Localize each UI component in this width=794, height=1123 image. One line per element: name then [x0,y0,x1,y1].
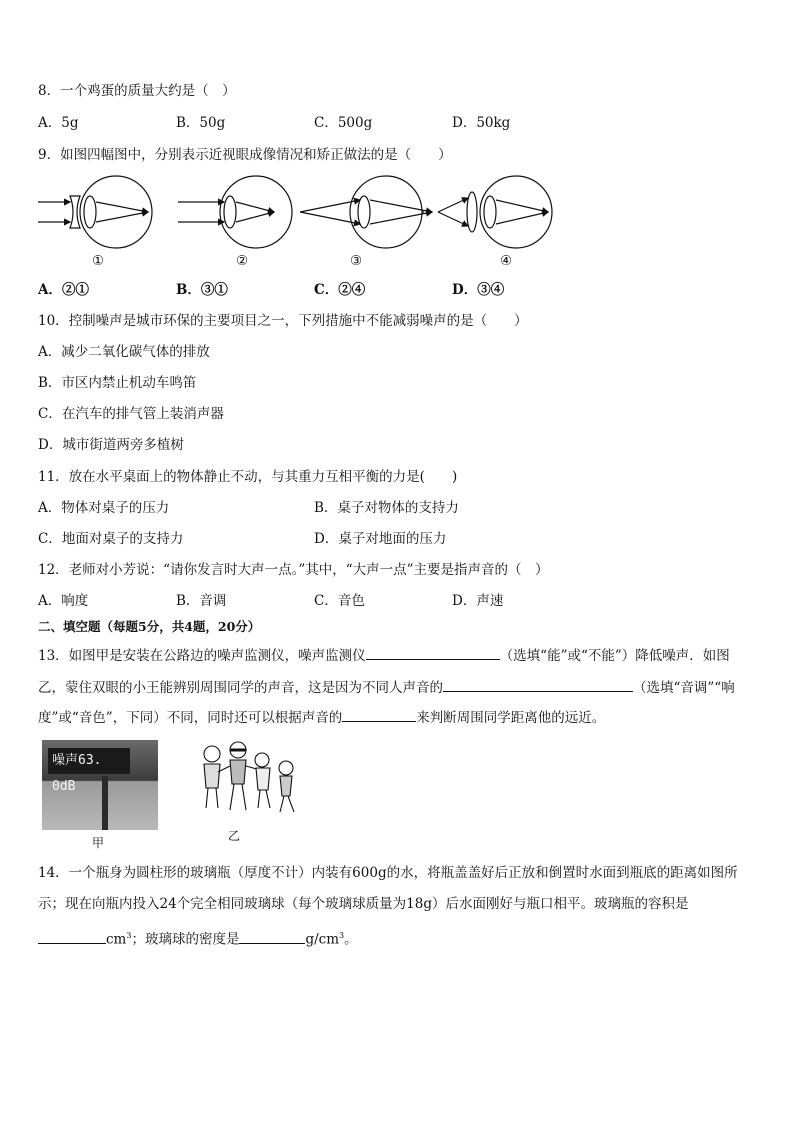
q14-mid: ；玻璃球的密度是 [131,931,240,948]
q8-stem: 8．一个鸡蛋的质量大约是（ ） [38,83,236,99]
q9-fig-label-3: ③ [350,253,363,269]
q9-fig-label-4: ④ [500,253,513,269]
q14-unit1: cm [106,931,127,948]
q9-stem: 9．如图四幅图中，分别表示近视眼成像情况和矫正做法的是（ ） [38,147,452,163]
q13-blank-2[interactable] [443,677,633,692]
q10-option-d: D．城市街道两旁多植树 [38,437,184,453]
q11-option-c: C．地面对桌子的支持力 [38,531,184,547]
q9-option-a: A．②① [38,282,89,298]
q8-option-a: A．5g [38,115,79,131]
q11-option-d: D．桌子对地面的压力 [314,531,447,547]
q13-line2-text: 乙，蒙住双眼的小王能辨别周围同学的声音，这是因为不同人声音的 [38,680,443,696]
q13-line3-text: 度”或“音色”，下同）不同，同时还可以根据声音的 [38,710,343,726]
q14-unit2-sup: 3 [339,931,345,940]
q10-stem: 10．控制噪声是城市环保的主要项目之一，下列措施中不能减弱噪声的是（ ） [38,313,528,329]
q13-blank-3[interactable] [342,707,416,722]
q12-option-a: A．响度 [38,593,89,609]
eye-diagram-3 [300,176,434,248]
q12-option-c: C．音色 [314,593,365,609]
q13-blank-1[interactable] [366,645,500,660]
q8-option-c: C．500g [314,115,373,131]
sign-pole [102,776,108,830]
q9-option-b: B．③① [176,282,228,298]
eye-diagrams-figure [34,172,574,272]
q13-line1-text: 13．如图甲是安装在公路边的噪声监测仪，噪声监测仪 [38,648,366,664]
blindfold-game-illustration [190,738,300,822]
q10-option-a: A．减少二氧化碳气体的排放 [38,344,210,360]
q9-option-d: D．③④ [452,282,505,298]
figure-caption-b: 乙 [228,829,241,843]
q12-stem: 12．老师对小芳说：“请你发言时大声一点。”其中，“大声一点”主要是指声音的（ ） [38,562,549,578]
noise-monitor-photo [42,740,158,830]
eye-diagram-1 [38,176,152,248]
noise-display-sign: 噪声63. 0dB [48,748,130,774]
q14-line1: 14．一个瓶身为圆柱形的玻璃瓶（厚度不计）内装有600g的水，将瓶盖盖好后正放和倒置时水面到瓶底的距离如图所 [38,865,738,881]
q11-option-a: A．物体对桌子的压力 [38,500,170,516]
q14-line2: 示；现在向瓶内投入24个完全相同玻璃球（每个玻璃球质量为18g）后水面刚好与瓶口相平。玻璃瓶的容积是 [38,896,689,912]
figure-caption-a: 甲 [92,836,105,850]
q14-unit2: g/cm [305,931,340,948]
section-title: 二、填空题（每题5分，共4题，20分） [38,619,261,634]
q14-blank-1[interactable] [38,929,106,944]
q14-end: 。 [344,931,358,948]
q14-blank-2[interactable] [239,929,305,944]
q11-stem: 11．放在水平桌面上的物体静止不动，与其重力互相平衡的力是( ) [38,469,458,485]
q10-option-c: C．在汽车的排气管上装消声器 [38,406,224,422]
q13-line2-tail: （选填“音调”“响 [633,680,735,696]
q11-option-b: B．桌子对物体的支持力 [314,500,459,516]
q13-line3-tail: 来判断周围同学距离他的远近。 [416,710,606,726]
q8-option-d: D．50kg [452,115,511,131]
q12-option-b: B．音调 [176,593,227,609]
eye-diagram-2 [178,176,292,248]
q13-line1-tail: （选填“能”或“不能”）降低噪声．如图 [499,648,730,664]
q12-option-d: D．声速 [452,593,504,609]
q10-option-b: B．市区内禁止机动车鸣笛 [38,375,197,391]
q9-fig-label-1: ① [92,253,105,269]
q9-fig-label-2: ② [236,253,249,269]
q8-option-b: B．50g [176,115,226,131]
q14-unit1-sup: 3 [126,931,132,940]
q9-option-c: C．②④ [314,282,366,298]
eye-diagram-4 [438,176,552,248]
